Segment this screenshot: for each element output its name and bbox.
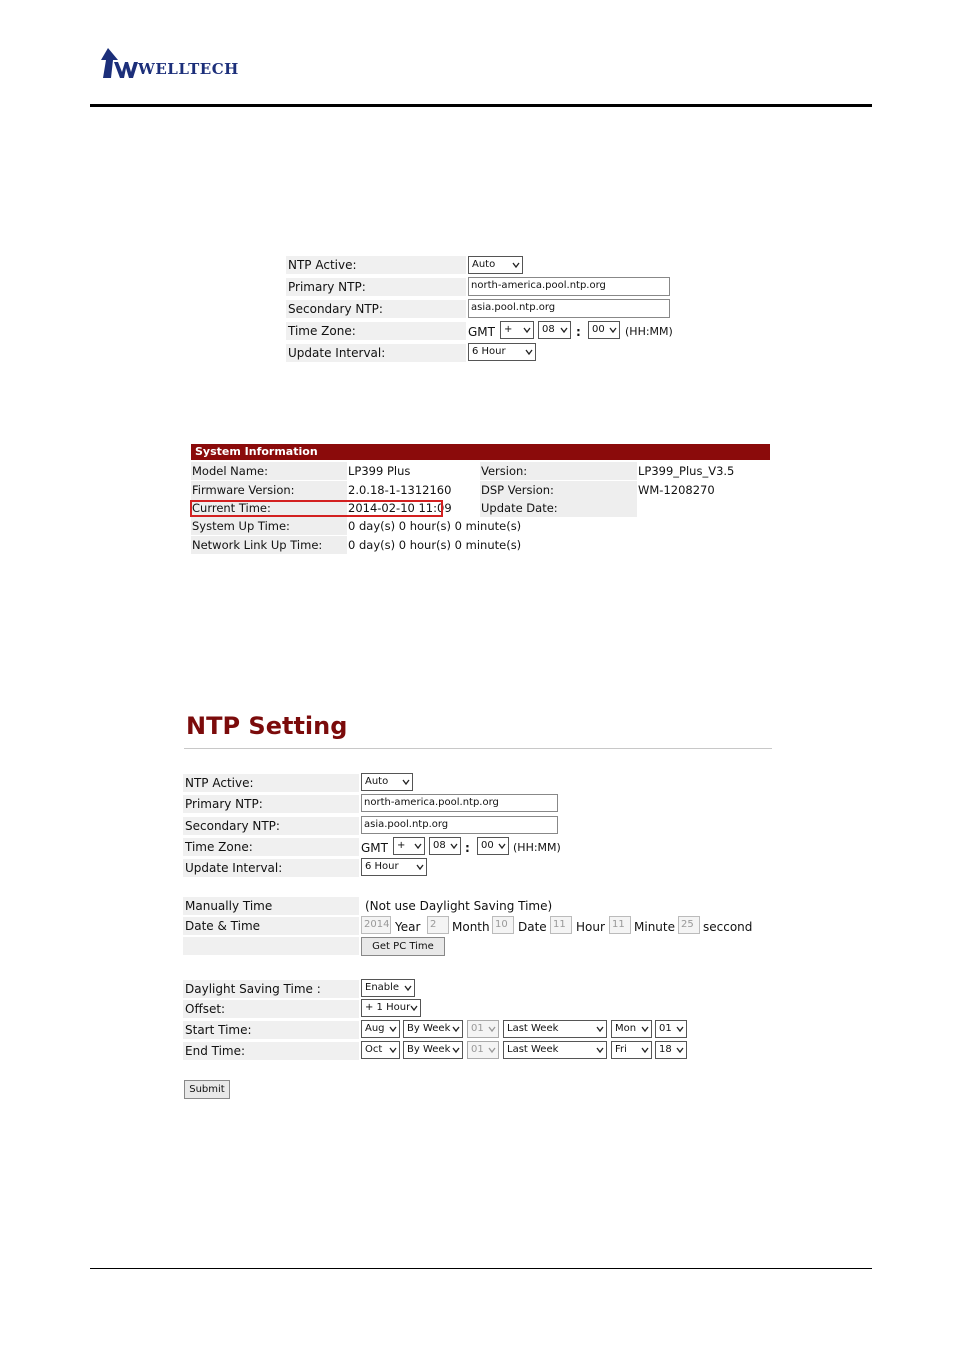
- page-title: NTP Setting: [186, 712, 348, 740]
- system-up-time-label: System Up Time:: [191, 517, 347, 535]
- tz-sign-select[interactable]: +: [393, 837, 425, 855]
- date-time-label: Date & Time: [183, 917, 359, 935]
- hour-label: Hour: [576, 920, 605, 934]
- chevron-down-icon: [596, 1046, 604, 1054]
- chevron-down-icon: [402, 778, 410, 786]
- month-input[interactable]: 2: [427, 916, 449, 934]
- system-up-time-value: 0 day(s) 0 hour(s) 0 minute(s): [348, 519, 522, 533]
- welltech-logo: [100, 46, 250, 80]
- primary-ntp-input[interactable]: north-america.pool.ntp.org: [468, 277, 670, 296]
- tz-format-hint: (HH:MM): [513, 841, 561, 854]
- end-month-select[interactable]: Oct: [361, 1041, 400, 1059]
- tz-separator: :: [576, 325, 581, 339]
- start-day-select[interactable]: 01: [467, 1020, 499, 1038]
- current-time-value: 2014-02-10 11:09: [348, 501, 452, 515]
- end-hour-select[interactable]: 18: [655, 1041, 687, 1059]
- chevron-down-icon: [498, 842, 506, 850]
- chevron-down-icon: [416, 863, 424, 871]
- primary-ntp-label: Primary NTP:: [183, 795, 359, 813]
- end-time-label: End Time:: [183, 1042, 359, 1060]
- start-month-select[interactable]: Aug: [361, 1020, 400, 1038]
- dsp-version-label: DSP Version:: [480, 481, 637, 499]
- chevron-down-icon: [488, 1046, 496, 1054]
- update-interval-label: Update Interval:: [183, 859, 359, 877]
- network-up-time-value: 0 day(s) 0 hour(s) 0 minute(s): [348, 538, 522, 552]
- date-input[interactable]: 10: [492, 916, 514, 934]
- chevron-down-icon: [488, 1025, 496, 1033]
- primary-ntp-input[interactable]: north-america.pool.ntp.org: [361, 794, 558, 812]
- update-interval-label: Update Interval:: [286, 344, 466, 362]
- ntp-active-label: NTP Active:: [286, 256, 466, 274]
- chevron-down-icon: [452, 1025, 460, 1033]
- logo-text: WELLTECH: [138, 60, 239, 78]
- ntp-active-select[interactable]: Auto: [361, 773, 413, 791]
- dsp-version-value: WM-1208270: [638, 483, 715, 497]
- secondary-ntp-label: Secondary NTP:: [183, 817, 359, 835]
- minute-input[interactable]: 11: [609, 916, 631, 934]
- start-time-label: Start Time:: [183, 1021, 359, 1039]
- system-information-header: System Information: [191, 444, 770, 460]
- update-interval-select[interactable]: 6 Hour: [468, 343, 536, 361]
- manually-time-label: Manually Time: [183, 897, 359, 915]
- chevron-down-icon: [676, 1025, 684, 1033]
- start-week-select[interactable]: Last Week: [503, 1020, 607, 1038]
- tz-minute-select[interactable]: 00: [477, 837, 509, 855]
- time-zone-label: Time Zone:: [183, 838, 359, 856]
- get-pc-time-button[interactable]: Get PC Time: [361, 937, 445, 956]
- tz-sign-select[interactable]: +: [500, 321, 534, 339]
- tz-hour-select[interactable]: 08: [429, 837, 461, 855]
- header-rule: [90, 104, 872, 107]
- time-zone-label: Time Zone:: [286, 322, 466, 340]
- update-interval-select[interactable]: 6 Hour: [361, 858, 427, 876]
- blank-label-cell: [183, 937, 359, 955]
- chevron-down-icon: [452, 1046, 460, 1054]
- tz-hour-select[interactable]: 08: [538, 321, 571, 339]
- chevron-down-icon: [641, 1046, 649, 1054]
- chevron-down-icon: [389, 1025, 397, 1033]
- ntp-active-select[interactable]: Auto: [468, 256, 523, 274]
- start-mode-select[interactable]: By Week: [403, 1020, 463, 1038]
- tz-minute-select[interactable]: 00: [588, 321, 620, 339]
- chevron-down-icon: [641, 1025, 649, 1033]
- dst-label: Daylight Saving Time :: [183, 980, 359, 998]
- end-mode-select[interactable]: By Week: [403, 1041, 463, 1059]
- chevron-down-icon: [450, 842, 458, 850]
- version-label: Version:: [480, 462, 637, 480]
- second-input[interactable]: 25: [678, 916, 700, 934]
- secondary-ntp-input[interactable]: asia.pool.ntp.org: [468, 299, 670, 318]
- submit-button[interactable]: Submit: [184, 1080, 230, 1099]
- secondary-ntp-input[interactable]: asia.pool.ntp.org: [361, 816, 558, 834]
- hour-input[interactable]: 11: [550, 916, 572, 934]
- current-time-label: Current Time:: [191, 499, 347, 517]
- start-hour-select[interactable]: 01: [655, 1020, 687, 1038]
- network-up-time-label: Network Link Up Time:: [191, 536, 347, 554]
- chevron-down-icon: [560, 326, 568, 334]
- tz-format-hint: (HH:MM): [625, 325, 673, 338]
- end-weekday-select[interactable]: Fri: [611, 1041, 652, 1059]
- update-date-label: Update Date:: [480, 499, 637, 517]
- chevron-down-icon: [596, 1025, 604, 1033]
- ntp-active-label: NTP Active:: [183, 774, 359, 792]
- chevron-down-icon: [410, 1004, 418, 1012]
- manual-time-note: (Not use Daylight Saving Time): [365, 899, 553, 913]
- offset-select[interactable]: + 1 Hour: [361, 999, 421, 1017]
- year-label: Year: [395, 920, 421, 934]
- gmt-label: GMT: [468, 325, 495, 339]
- current-time-highlight: [190, 500, 443, 517]
- second-label: seccond: [703, 920, 753, 934]
- chevron-down-icon: [609, 326, 617, 334]
- offset-label: Offset:: [183, 1000, 359, 1018]
- chevron-down-icon: [525, 348, 533, 356]
- chevron-down-icon: [512, 261, 520, 269]
- chevron-down-icon: [389, 1046, 397, 1054]
- chevron-down-icon: [523, 326, 531, 334]
- firmware-version-value: 2.0.18-1-1312160: [348, 483, 452, 497]
- year-input[interactable]: 2014: [361, 916, 391, 934]
- end-day-select[interactable]: 01: [467, 1041, 499, 1059]
- primary-ntp-label: Primary NTP:: [286, 278, 466, 296]
- chevron-down-icon: [414, 842, 422, 850]
- firmware-version-label: Firmware Version:: [191, 481, 347, 499]
- version-value: LP399_Plus_V3.5: [638, 464, 735, 478]
- minute-label: Minute: [634, 920, 675, 934]
- chevron-down-icon: [404, 984, 412, 992]
- start-weekday-select[interactable]: Mon: [611, 1020, 652, 1038]
- month-label: Month: [452, 920, 490, 934]
- chevron-down-icon: [676, 1046, 684, 1054]
- model-name-label: Model Name:: [191, 462, 347, 480]
- title-divider: [184, 748, 772, 749]
- dst-select[interactable]: Enable: [361, 979, 415, 997]
- gmt-label: GMT: [361, 841, 388, 855]
- secondary-ntp-label: Secondary NTP:: [286, 300, 466, 318]
- model-name-value: LP399 Plus: [348, 464, 411, 478]
- date-label: Date: [518, 920, 547, 934]
- footer-rule: [90, 1268, 872, 1269]
- end-week-select[interactable]: Last Week: [503, 1041, 607, 1059]
- tz-separator: :: [465, 841, 470, 855]
